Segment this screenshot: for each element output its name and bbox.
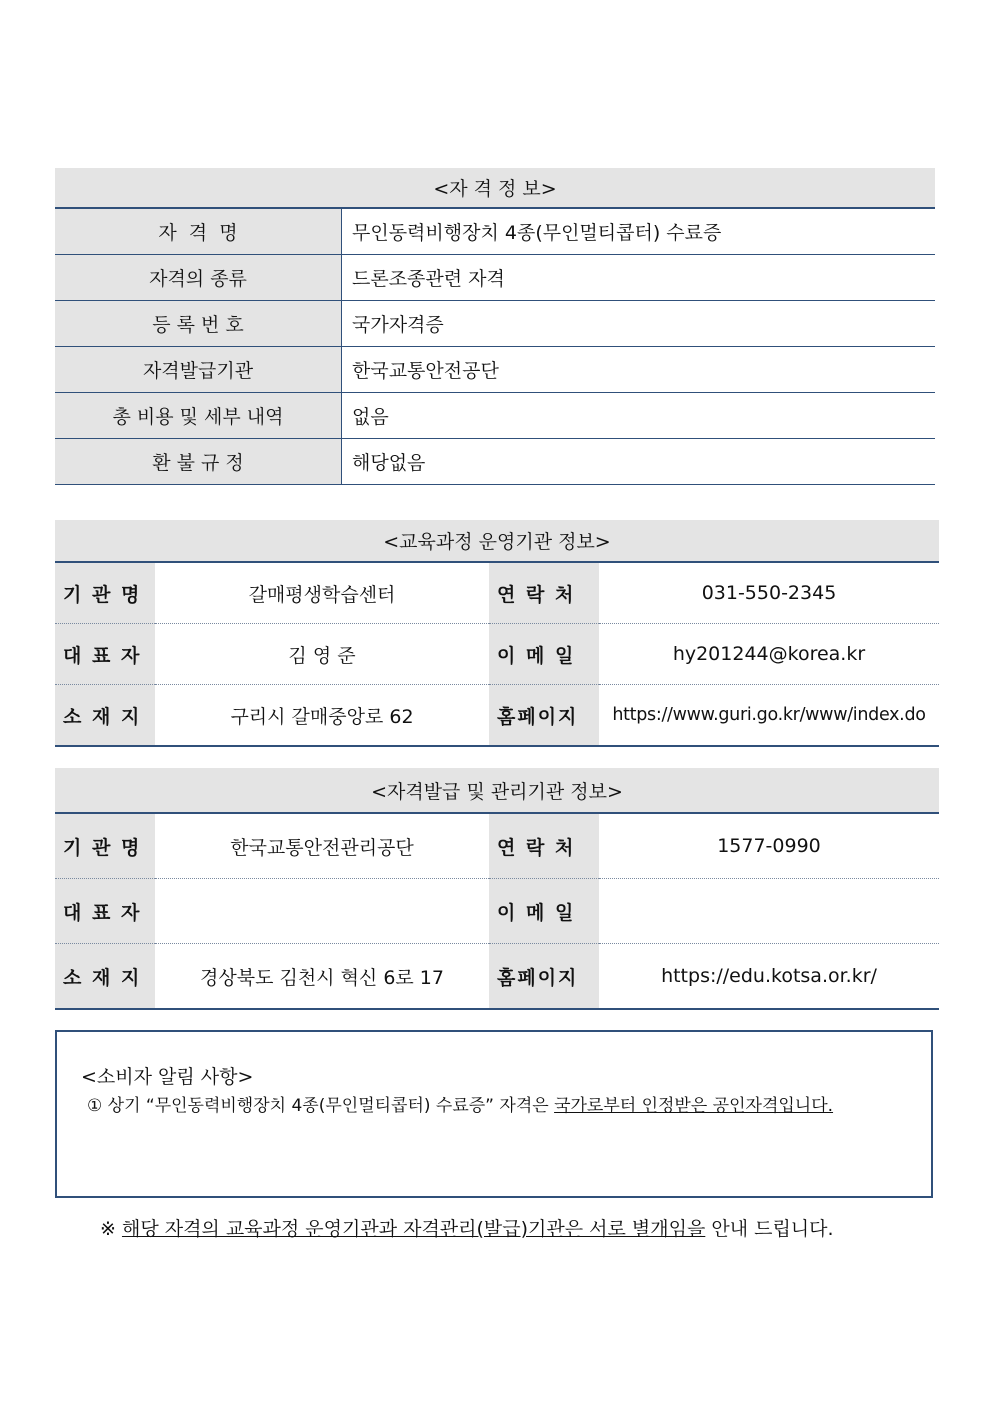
row-label: 총 비용 및 세부 내역 <box>55 393 342 439</box>
table-row <box>55 563 939 624</box>
homepage-label: 홈페이지 <box>489 685 599 747</box>
org-name-label: 기 관 명 <box>55 814 155 879</box>
homepage-label: 홈페이지 <box>489 944 599 1010</box>
org-name-label: 기 관 명 <box>55 563 155 624</box>
footer-suffix-text: 안내 드립니다. <box>705 1218 834 1240</box>
representative-value: 김 영 준 <box>155 624 489 685</box>
table-row <box>55 393 935 439</box>
email-label: 이 메 일 <box>489 879 599 944</box>
row-value: 드론조종관련 자격 <box>342 255 936 301</box>
footer-note <box>100 1214 940 1241</box>
row-label: 자격발급기관 <box>55 347 342 393</box>
consumer-notice-body <box>87 1092 917 1121</box>
qualification-info-section <box>55 168 935 485</box>
education-org-table <box>55 563 939 747</box>
contact-value: 1577-0990 <box>599 814 939 879</box>
consumer-notice-title: <소비자 알림 사항> <box>81 1066 254 1088</box>
row-value: 한국교통안전공단 <box>342 347 936 393</box>
contact-label: 연 락 처 <box>489 814 599 879</box>
address-value: 경상북도 김천시 혁신 6로 17 <box>155 944 489 1010</box>
representative-label: 대 표 자 <box>55 879 155 944</box>
org-name-value: 갈매평생학습센터 <box>155 563 489 624</box>
education-org-title: <교육과정 운영기관 정보> <box>55 520 939 563</box>
representative-label: 대 표 자 <box>55 624 155 685</box>
homepage-link[interactable]: https://www.guri.go.kr/www/index.do <box>599 685 939 747</box>
consumer-notice-box <box>55 1030 933 1198</box>
issuing-org-section <box>55 768 939 1010</box>
representative-value <box>155 879 489 944</box>
table-row <box>55 685 939 747</box>
education-org-section <box>55 520 939 747</box>
email-label: 이 메 일 <box>489 624 599 685</box>
row-label: 자격의 종류 <box>55 255 342 301</box>
contact-label: 연 락 처 <box>489 563 599 624</box>
table-row <box>55 209 935 255</box>
row-value: 해당없음 <box>342 439 936 485</box>
homepage-link[interactable]: https://edu.kotsa.or.kr/ <box>599 944 939 1010</box>
table-row <box>55 624 939 685</box>
org-name-value: 한국교통안전관리공단 <box>155 814 489 879</box>
footer-underlined-text: 해당 자격의 교육과정 운영기관과 자격관리(발급)기관은 서로 별개임을 <box>121 1218 706 1240</box>
address-label: 소 재 지 <box>55 944 155 1010</box>
table-row <box>55 814 939 879</box>
reference-mark: ※ <box>100 1218 122 1240</box>
row-value: 무인동력비행장치 4종(무인멀티콥터) 수료증 <box>342 209 936 255</box>
qualification-info-table <box>55 209 935 485</box>
email-value[interactable]: hy201244@korea.kr <box>599 624 939 685</box>
table-row <box>55 439 935 485</box>
row-label: 자 격 명 <box>55 209 342 255</box>
row-label: 등 록 번 호 <box>55 301 342 347</box>
address-value: 구리시 갈매중앙로 62 <box>155 685 489 747</box>
row-value: 없음 <box>342 393 936 439</box>
qualification-info-title: <자 격 정 보> <box>55 168 935 209</box>
issuing-org-title: <자격발급 및 관리기관 정보> <box>55 768 939 814</box>
table-row <box>55 879 939 944</box>
row-label: 환 불 규 정 <box>55 439 342 485</box>
row-value: 국가자격증 <box>342 301 936 347</box>
email-value <box>599 879 939 944</box>
notice-text: ① 상기 “무인동력비행장치 4종(무인멀티콥터) 수료증” 자격은 <box>87 1096 555 1116</box>
table-row <box>55 944 939 1010</box>
table-row <box>55 301 935 347</box>
issuing-org-table <box>55 814 939 1010</box>
contact-value: 031-550-2345 <box>599 563 939 624</box>
address-label: 소 재 지 <box>55 685 155 747</box>
notice-underlined-text: 국가로부터 인정받은 공인자격입니다. <box>554 1096 834 1116</box>
table-row <box>55 255 935 301</box>
table-row <box>55 347 935 393</box>
